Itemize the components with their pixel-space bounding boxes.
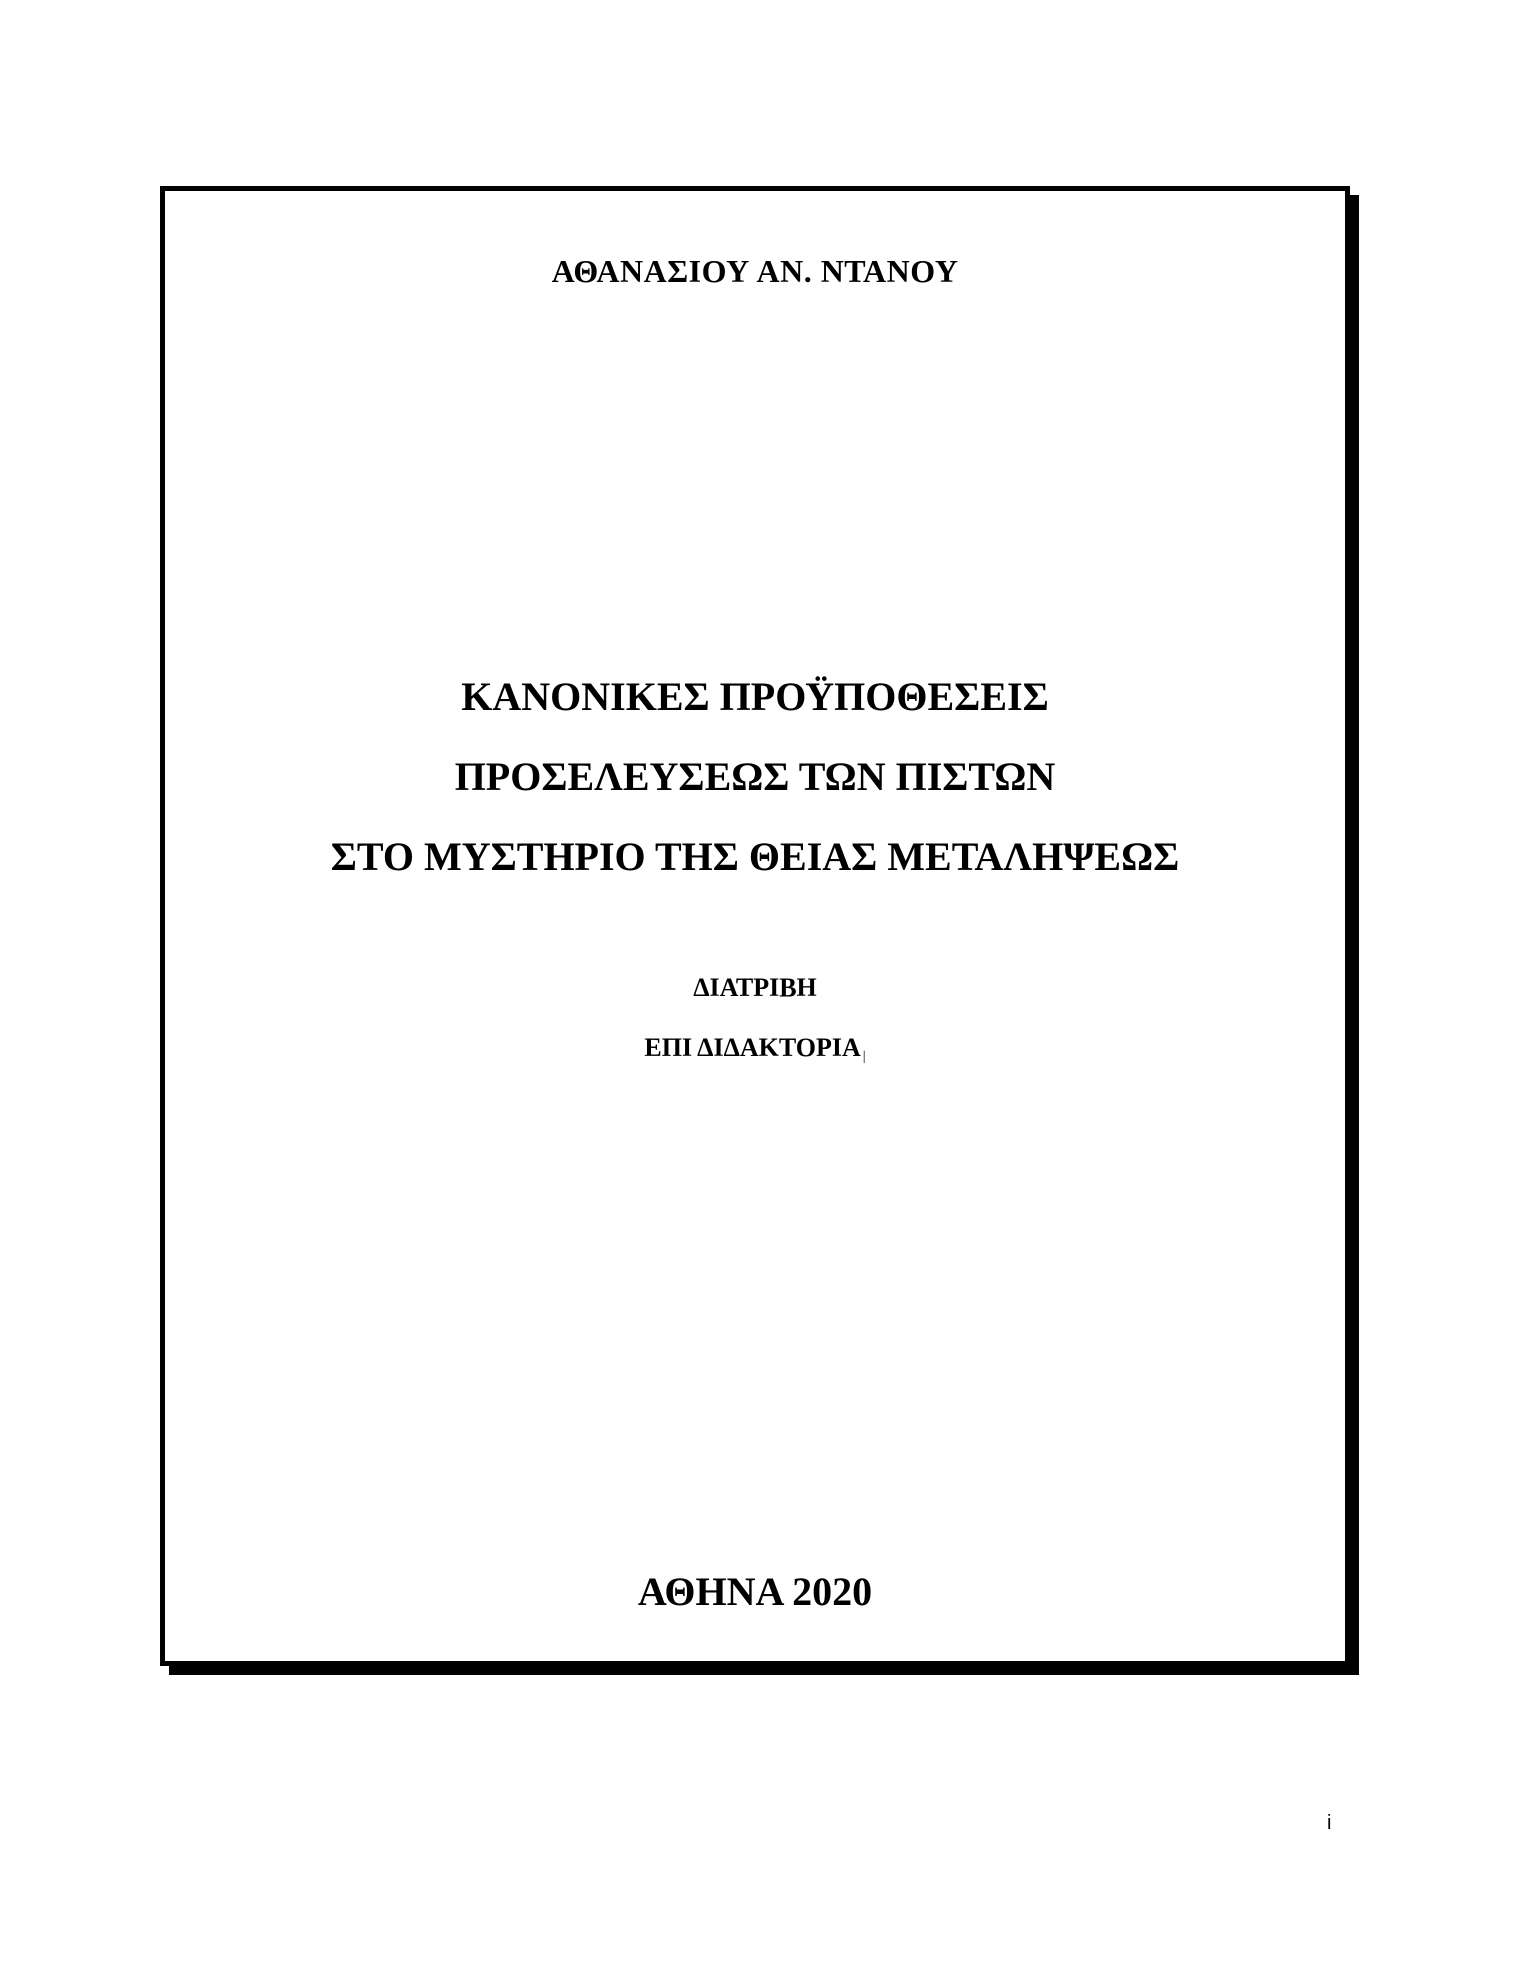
- author-name: ΑΘΑΝΑΣΙΟΥ ΑΝ. ΝΤΑΝΟΥ: [551, 253, 959, 289]
- subtitle-line-1: ΔΙΑΤΡΙΒΗ: [693, 973, 817, 1002]
- place-year: ΑΘΗΝΑ 2020: [637, 1569, 873, 1614]
- title-line-2: ΠΡΟΣΕΛΕΥΣΕΩΣ ΤΩΝ ΠΙΣΤΩΝ: [454, 754, 1056, 799]
- title-line-1: ΚΑΝΟΝΙΚΕΣ ΠΡΟΫΠΟΘΕΣΕΙΣ: [461, 674, 1049, 719]
- subtitle-line-2-wrapper: [165, 1033, 1345, 1065]
- title-line-3: ΣΤΟ ΜΥΣΤΗΡΙΟ ΤΗΣ ΘΕΙΑΣ ΜΕΤΑΛΗΨΕΩΣ: [330, 834, 1180, 879]
- subtitle-line-2: ΕΠΙ ΔΙΔΑΚΤΟΡΙΑ: [644, 1033, 861, 1062]
- subtitle-mark: |: [862, 1049, 866, 1064]
- title-page-frame: [160, 186, 1350, 1666]
- page-number: i: [1327, 1812, 1332, 1834]
